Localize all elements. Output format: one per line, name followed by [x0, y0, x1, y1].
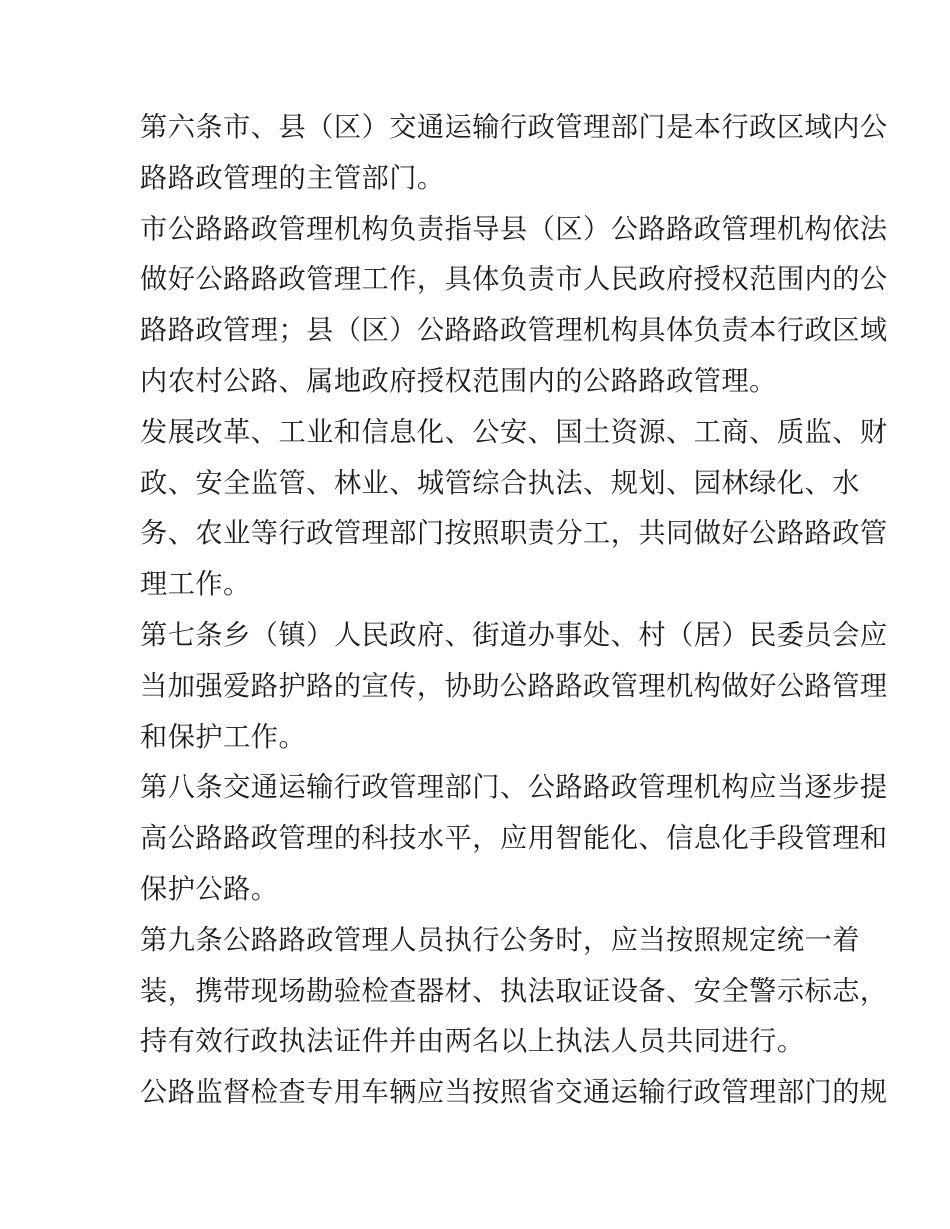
paragraph-article-6	[140, 112, 888, 214]
paragraph-departments	[140, 416, 888, 620]
text-line: 高公路路政管理的科技水平，应用智能化、信息化手段管理和	[140, 823, 888, 855]
text-line: 路路政管理的主管部门。	[140, 162, 445, 194]
paragraph-article-8	[140, 772, 888, 924]
text-line: 路路政管理；县（区）公路路政管理机构具体负责本行政区域	[140, 315, 888, 347]
text-line: 做好公路路政管理工作，具体负责市人民政府授权范围内的公	[140, 264, 888, 296]
text-line: 内农村公路、属地政府授权范围内的公路路政管理。	[140, 365, 777, 397]
text-line: 第六条市、县（区）交通运输行政管理部门是本行政区域内公	[140, 112, 888, 143]
paragraph-article-7	[140, 619, 888, 772]
text-line: 当加强爱路护路的宣传，协助公路路政管理机构做好公路管理	[140, 670, 888, 702]
text-line: 第八条交通运输行政管理部门、公路路政管理机构应当逐步提	[140, 772, 888, 804]
text-line: 务、农业等行政管理部门按照职责分工，共同做好公路路政管	[140, 518, 888, 550]
text-line: 保护公路。	[140, 873, 279, 905]
paragraph-article-9	[140, 924, 888, 1077]
paragraph-inspection-vehicles	[140, 1077, 888, 1128]
text-line: 第七条乡（镇）人民政府、街道办事处、村（居）民委员会应	[140, 619, 888, 651]
paragraph-city-road-admin	[140, 213, 888, 417]
text-line: 政、安全监管、林业、城管综合执法、规划、园林绿化、水	[140, 467, 860, 499]
document-body	[140, 112, 888, 1128]
text-line: 第九条公路路政管理人员执行公务时，应当按照规定统一着	[140, 924, 860, 956]
text-line: 持有效行政执法证件并由两名以上执法人员共同进行。	[140, 1026, 805, 1058]
text-line: 装，携带现场勘验检查器材、执法取证设备、安全警示标志，	[140, 975, 888, 1007]
text-line: 和保护工作。	[140, 721, 307, 753]
text-line: 公路监督检查专用车辆应当按照省交通运输行政管理部门的规	[140, 1077, 888, 1109]
text-line: 理工作。	[140, 569, 251, 601]
text-line: 市公路路政管理机构负责指导县（区）公路路政管理机构依法	[140, 213, 888, 245]
text-line: 发展改革、工业和信息化、公安、国土资源、工商、质监、财	[140, 416, 888, 448]
